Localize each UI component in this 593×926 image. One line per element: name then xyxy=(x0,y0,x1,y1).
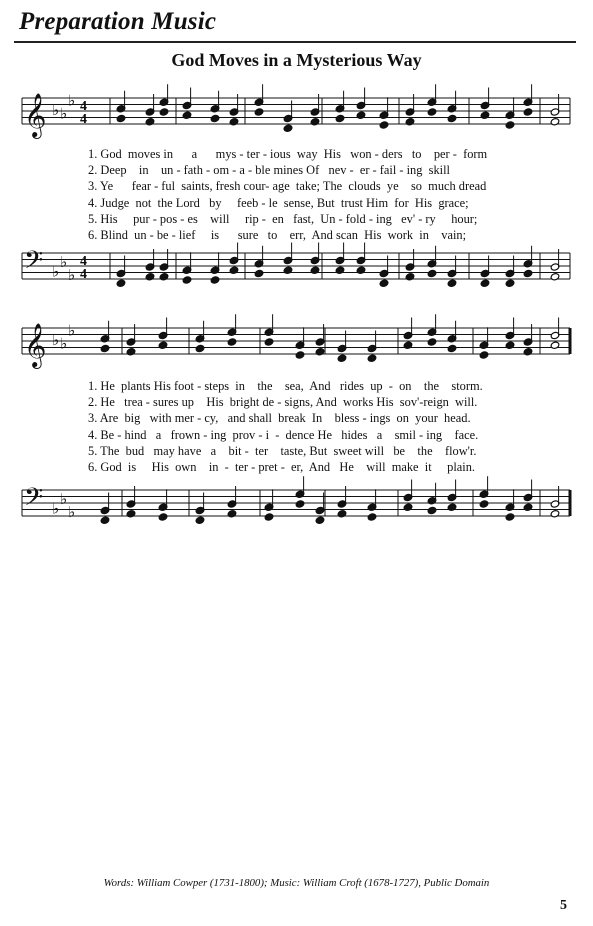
bass-clef-icon: 𝄢 xyxy=(24,483,44,518)
note-head xyxy=(447,114,457,122)
note-head xyxy=(367,513,377,521)
note-head xyxy=(254,108,264,116)
note-head xyxy=(356,111,366,119)
flat-icon: ♭ xyxy=(68,321,76,340)
note-head xyxy=(227,510,237,518)
note-head xyxy=(505,279,515,287)
lyric-line: 4. Judge not the Lord by feeb - le sense, But trust Him for His grace; xyxy=(88,195,469,210)
note-head xyxy=(182,276,192,284)
note-head xyxy=(447,279,457,287)
flat-icon: ♭ xyxy=(52,262,60,281)
note-head xyxy=(100,516,110,524)
note-head xyxy=(295,500,305,508)
note-head xyxy=(159,273,169,281)
note-head xyxy=(505,341,515,349)
note-head xyxy=(100,344,110,352)
note-head xyxy=(315,348,325,356)
time-signature-top: 4 xyxy=(80,254,87,269)
note-head xyxy=(480,111,490,119)
note-head xyxy=(403,503,413,511)
note-head xyxy=(126,510,136,518)
note-head xyxy=(229,118,239,126)
note-head xyxy=(427,108,437,116)
section-title: Preparation Music xyxy=(19,8,217,35)
treble-staff-1 xyxy=(0,88,593,148)
note-head xyxy=(264,338,274,346)
note-head xyxy=(550,510,560,518)
treble-staff-2 xyxy=(0,318,593,378)
note-head xyxy=(550,273,560,281)
flat-icon: ♭ xyxy=(68,265,76,284)
time-signature-top: 4 xyxy=(80,99,87,114)
time-signature-bottom: 4 xyxy=(80,267,87,282)
note-head xyxy=(379,121,389,129)
header-rule xyxy=(14,41,576,43)
note-head xyxy=(145,118,155,126)
time-signature-bottom: 4 xyxy=(80,112,87,127)
note-head xyxy=(227,338,237,346)
note-head xyxy=(505,513,515,521)
note-head xyxy=(283,124,293,132)
bass-staff-2 xyxy=(0,480,593,540)
note-head xyxy=(264,513,274,521)
note-head xyxy=(182,111,192,119)
note-head xyxy=(158,341,168,349)
treble-clef-icon: 𝄞 xyxy=(24,93,47,137)
note-head xyxy=(405,118,415,126)
lyric-line: 5. The bud may have a bit - ter taste, But sweet will be the flow'r. xyxy=(88,443,477,458)
flat-icon: ♭ xyxy=(68,91,76,110)
note-head xyxy=(367,354,377,362)
note-head xyxy=(505,121,515,129)
note-head xyxy=(116,114,126,122)
note-head xyxy=(126,348,136,356)
note-head xyxy=(310,266,320,274)
note-head xyxy=(403,341,413,349)
page-number: 5 xyxy=(560,898,567,913)
note-head xyxy=(145,273,155,281)
flat-icon: ♭ xyxy=(60,252,68,271)
note-head xyxy=(210,276,220,284)
note-head xyxy=(310,118,320,126)
note-head xyxy=(159,108,169,116)
note-head xyxy=(254,269,264,277)
note-head xyxy=(116,279,126,287)
note-head xyxy=(295,351,305,359)
lyric-line: 6. God is His own in - ter - pret - er, And He will make it plain. xyxy=(88,460,475,475)
lyric-line: 2. Deep in un - fath - om - a - ble mines Of nev - er - fail - ing skill xyxy=(88,163,450,178)
flat-icon: ♭ xyxy=(52,331,60,349)
flat-icon: ♭ xyxy=(52,101,60,119)
lyric-line: 3. Ye fear - ful saints, fresh cour- age take; The clouds ye so much dread xyxy=(88,179,487,194)
lyric-line: 4. Be - hind a frown - ing prov - i - dence He hides a smil - ing face. xyxy=(88,427,479,442)
note-head xyxy=(229,266,239,274)
note-head xyxy=(523,269,533,277)
note-head xyxy=(523,348,533,356)
note-head xyxy=(158,513,168,521)
lyric-line: 3. Are big with mer - cy, and shall break In bless - ings on your head. xyxy=(88,411,471,426)
note-head xyxy=(335,114,345,122)
note-head xyxy=(427,506,437,514)
note-head xyxy=(315,516,325,524)
note-head xyxy=(210,114,220,122)
flat-icon: ♭ xyxy=(60,334,68,353)
verses-part-1 xyxy=(88,146,566,243)
note-head xyxy=(447,503,457,511)
note-head xyxy=(337,354,347,362)
bass-clef-icon: 𝄢 xyxy=(24,246,44,281)
note-head xyxy=(523,503,533,511)
music-credits: Words: William Cowper (1731-1800); Music: William Croft (1678-1727), Public Domain xyxy=(103,877,490,889)
flat-icon: ♭ xyxy=(60,104,68,123)
note-head xyxy=(550,341,560,349)
note-head xyxy=(195,516,205,524)
flat-icon: ♭ xyxy=(60,489,68,508)
treble-clef-icon: 𝄞 xyxy=(24,323,47,367)
note-head xyxy=(480,279,490,287)
note-head xyxy=(427,269,437,277)
note-head xyxy=(447,344,457,352)
lyric-line: 2. He trea - sures up His bright de - signs, And works His sov'-reign will. xyxy=(88,395,478,410)
hymn-title: God Moves in a Mysterious Way xyxy=(171,50,422,70)
note-head xyxy=(337,510,347,518)
verses-part-2 xyxy=(88,378,566,475)
note-head xyxy=(335,266,345,274)
note-head xyxy=(379,279,389,287)
lyric-line: 1. God moves in a mys - ter - ious way His won - ders to per - form xyxy=(88,147,488,161)
note-head xyxy=(550,118,560,126)
note-head xyxy=(479,351,489,359)
flat-icon: ♭ xyxy=(68,502,76,521)
note-head xyxy=(523,108,533,116)
lyric-line: 6. Blind un - be - lief is sure to err, And scan His work in vain; xyxy=(88,228,467,243)
bass-staff-1 xyxy=(0,243,593,303)
note-head xyxy=(195,344,205,352)
note-head xyxy=(427,338,437,346)
lyric-line: 1. He plants His foot - steps in the sea, And rides up - on the storm. xyxy=(88,379,483,393)
note-head xyxy=(479,500,489,508)
flat-icon: ♭ xyxy=(52,499,60,518)
note-head xyxy=(356,266,366,274)
note-head xyxy=(405,273,415,281)
lyric-line: 5. His pur - pos - es will rip - en fast, Un - fold - ing ev' - ry hour; xyxy=(88,211,478,226)
note-head xyxy=(283,266,293,274)
